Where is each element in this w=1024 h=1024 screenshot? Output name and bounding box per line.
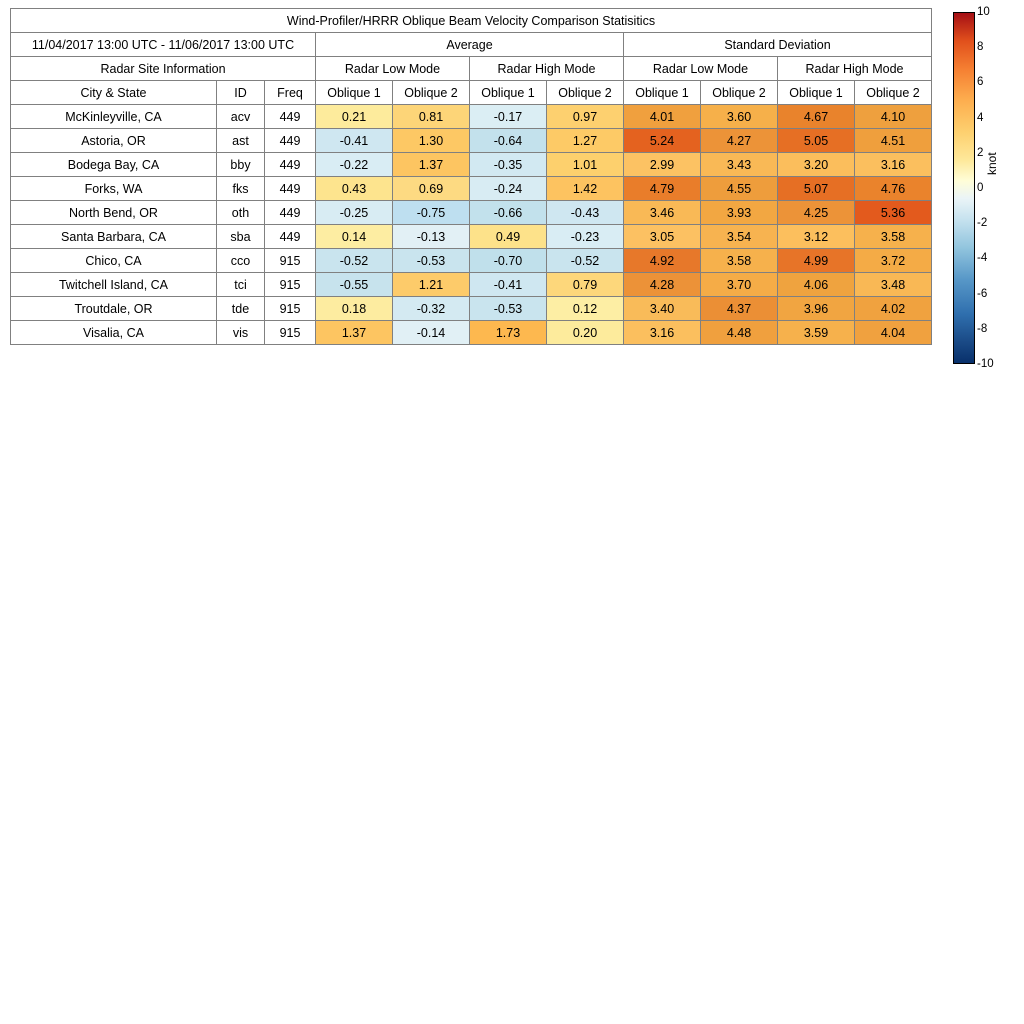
cell-sd-low-o2: 4.27 xyxy=(701,129,778,153)
cell-sd-high-o1: 5.05 xyxy=(778,129,855,153)
colorbar-tick-label: 0 xyxy=(977,182,984,194)
cell-avg-low-o1: -0.22 xyxy=(316,153,393,177)
cell-avg-low-o1: 1.37 xyxy=(316,321,393,345)
cell-sd-high-o2: 5.36 xyxy=(855,201,932,225)
table-row xyxy=(11,225,932,249)
cell-sd-high-o2: 4.02 xyxy=(855,297,932,321)
column-header-sd-high-o1: Oblique 1 xyxy=(778,81,855,105)
cell-city: Visalia, CA xyxy=(11,321,217,345)
colorbar-tick-label: -6 xyxy=(977,287,988,300)
cell-freq: 915 xyxy=(265,321,316,345)
table-row xyxy=(11,201,932,225)
table-row xyxy=(11,105,932,129)
column-header-sd-high-o2: Oblique 2 xyxy=(855,81,932,105)
cell-city: Bodega Bay, CA xyxy=(11,153,217,177)
cell-avg-low-o1: 0.18 xyxy=(316,297,393,321)
cell-sd-low-o1: 2.99 xyxy=(624,153,701,177)
cell-id: vis xyxy=(217,321,265,345)
cell-sd-high-o1: 5.07 xyxy=(778,177,855,201)
cell-avg-low-o2: -0.32 xyxy=(393,297,470,321)
table-row xyxy=(11,129,932,153)
cell-avg-low-o1: 0.14 xyxy=(316,225,393,249)
cell-sd-low-o1: 5.24 xyxy=(624,129,701,153)
cell-city: Santa Barbara, CA xyxy=(11,225,217,249)
cell-avg-low-o1: -0.41 xyxy=(316,129,393,153)
cell-avg-high-o2: 0.12 xyxy=(547,297,624,321)
mode-header-stddev-low: Radar Low Mode xyxy=(624,57,778,81)
cell-freq: 449 xyxy=(265,177,316,201)
cell-avg-high-o1: -0.17 xyxy=(470,105,547,129)
cell-sd-high-o1: 4.99 xyxy=(778,249,855,273)
cell-avg-high-o1: 0.49 xyxy=(470,225,547,249)
cell-sd-high-o2: 3.48 xyxy=(855,273,932,297)
cell-sd-high-o2: 4.10 xyxy=(855,105,932,129)
cell-avg-high-o2: -0.23 xyxy=(547,225,624,249)
cell-avg-low-o2: 1.30 xyxy=(393,129,470,153)
cell-avg-high-o2: -0.52 xyxy=(547,249,624,273)
table-row xyxy=(11,273,932,297)
cell-avg-high-o2: 0.97 xyxy=(547,105,624,129)
table-row xyxy=(11,153,932,177)
cell-sd-low-o2: 3.60 xyxy=(701,105,778,129)
colorbar-unit-label: knot xyxy=(985,152,999,175)
cell-avg-low-o1: 0.21 xyxy=(316,105,393,129)
cell-sd-low-o2: 3.93 xyxy=(701,201,778,225)
cell-avg-high-o2: 0.79 xyxy=(547,273,624,297)
table-mode-row xyxy=(11,57,932,81)
column-header-sd-low-o1: Oblique 1 xyxy=(624,81,701,105)
cell-sd-high-o1: 3.20 xyxy=(778,153,855,177)
cell-sd-low-o1: 3.46 xyxy=(624,201,701,225)
cell-sd-low-o2: 3.54 xyxy=(701,225,778,249)
cell-sd-low-o1: 4.92 xyxy=(624,249,701,273)
cell-freq: 915 xyxy=(265,297,316,321)
statistics-table-container xyxy=(10,8,932,345)
cell-freq: 449 xyxy=(265,153,316,177)
column-header-avg-high-o1: Oblique 1 xyxy=(470,81,547,105)
cell-sd-low-o1: 3.40 xyxy=(624,297,701,321)
cell-avg-high-o1: -0.70 xyxy=(470,249,547,273)
cell-freq: 449 xyxy=(265,105,316,129)
cell-freq: 449 xyxy=(265,129,316,153)
cell-avg-low-o2: -0.75 xyxy=(393,201,470,225)
cell-sd-high-o2: 4.04 xyxy=(855,321,932,345)
mode-header-average-high: Radar High Mode xyxy=(470,57,624,81)
cell-sd-low-o2: 3.43 xyxy=(701,153,778,177)
table-row xyxy=(11,321,932,345)
cell-avg-high-o1: -0.41 xyxy=(470,273,547,297)
colorbar-tick-label: 8 xyxy=(977,41,984,54)
cell-city: Troutdale, OR xyxy=(11,297,217,321)
cell-sd-high-o1: 4.67 xyxy=(778,105,855,129)
cell-sd-high-o2: 3.16 xyxy=(855,153,932,177)
cell-avg-low-o1: 0.43 xyxy=(316,177,393,201)
cell-sd-low-o1: 4.01 xyxy=(624,105,701,129)
cell-sd-high-o1: 4.06 xyxy=(778,273,855,297)
group-header-average: Average xyxy=(316,33,624,57)
cell-id: bby xyxy=(217,153,265,177)
cell-sd-low-o1: 4.28 xyxy=(624,273,701,297)
cell-sd-low-o2: 3.58 xyxy=(701,249,778,273)
cell-avg-low-o2: 0.81 xyxy=(393,105,470,129)
cell-avg-high-o1: -0.35 xyxy=(470,153,547,177)
colorbar xyxy=(953,12,975,364)
cell-sd-low-o2: 4.55 xyxy=(701,177,778,201)
cell-avg-low-o2: 1.37 xyxy=(393,153,470,177)
cell-id: ast xyxy=(217,129,265,153)
cell-avg-high-o1: 1.73 xyxy=(470,321,547,345)
table-row xyxy=(11,249,932,273)
statistics-table xyxy=(10,8,932,345)
cell-id: fks xyxy=(217,177,265,201)
cell-avg-high-o2: 1.27 xyxy=(547,129,624,153)
cell-sd-high-o2: 3.58 xyxy=(855,225,932,249)
cell-sd-high-o1: 3.12 xyxy=(778,225,855,249)
colorbar-tick-label: -10 xyxy=(977,358,994,370)
colorbar-tick-label: 10 xyxy=(977,6,990,18)
cell-freq: 915 xyxy=(265,273,316,297)
cell-city: North Bend, OR xyxy=(11,201,217,225)
cell-avg-high-o1: -0.66 xyxy=(470,201,547,225)
page-title: Wind-Profiler/HRRR Oblique Beam Velocity Comparison Statisitics xyxy=(11,9,932,33)
time-period-label: 11/04/2017 13:00 UTC - 11/06/2017 13:00 UTC xyxy=(11,33,316,57)
colorbar-tick-label: -8 xyxy=(977,322,988,335)
column-header-avg-high-o2: Oblique 2 xyxy=(547,81,624,105)
cell-avg-low-o2: 1.21 xyxy=(393,273,470,297)
cell-avg-high-o1: -0.64 xyxy=(470,129,547,153)
colorbar-tick-label: -4 xyxy=(977,252,988,265)
mode-header-average-low: Radar Low Mode xyxy=(316,57,470,81)
column-header-sd-low-o2: Oblique 2 xyxy=(701,81,778,105)
cell-city: McKinleyville, CA xyxy=(11,105,217,129)
cell-sd-high-o2: 3.72 xyxy=(855,249,932,273)
cell-id: tde xyxy=(217,297,265,321)
cell-avg-low-o1: -0.52 xyxy=(316,249,393,273)
table-column-header-row xyxy=(11,81,932,105)
cell-sd-high-o1: 4.25 xyxy=(778,201,855,225)
cell-avg-low-o2: -0.14 xyxy=(393,321,470,345)
column-header-freq: Freq xyxy=(265,81,316,105)
cell-avg-high-o1: -0.53 xyxy=(470,297,547,321)
cell-sd-low-o1: 3.16 xyxy=(624,321,701,345)
cell-freq: 449 xyxy=(265,225,316,249)
cell-freq: 449 xyxy=(265,201,316,225)
colorbar-tick-label: 4 xyxy=(977,111,984,124)
cell-id: cco xyxy=(217,249,265,273)
colorbar-tick-label: -2 xyxy=(977,217,988,230)
column-header-avg-low-o2: Oblique 2 xyxy=(393,81,470,105)
cell-city: Twitchell Island, CA xyxy=(11,273,217,297)
mode-header-stddev-high: Radar High Mode xyxy=(778,57,932,81)
cell-avg-high-o1: -0.24 xyxy=(470,177,547,201)
table-row xyxy=(11,177,932,201)
cell-avg-high-o2: 0.20 xyxy=(547,321,624,345)
group-header-standard-deviation: Standard Deviation xyxy=(624,33,932,57)
cell-city: Chico, CA xyxy=(11,249,217,273)
cell-avg-low-o1: -0.55 xyxy=(316,273,393,297)
cell-id: tci xyxy=(217,273,265,297)
cell-freq: 915 xyxy=(265,249,316,273)
cell-avg-high-o2: -0.43 xyxy=(547,201,624,225)
cell-avg-low-o2: 0.69 xyxy=(393,177,470,201)
cell-sd-high-o1: 3.96 xyxy=(778,297,855,321)
column-header-avg-low-o1: Oblique 1 xyxy=(316,81,393,105)
cell-sd-low-o2: 4.37 xyxy=(701,297,778,321)
cell-avg-low-o2: -0.53 xyxy=(393,249,470,273)
cell-id: sba xyxy=(217,225,265,249)
cell-avg-low-o1: -0.25 xyxy=(316,201,393,225)
cell-city: Forks, WA xyxy=(11,177,217,201)
colorbar-tick-label: 6 xyxy=(977,76,984,89)
colorbar-ticks xyxy=(977,0,1017,380)
table-title-row xyxy=(11,9,932,33)
cell-sd-high-o1: 3.59 xyxy=(778,321,855,345)
cell-id: acv xyxy=(217,105,265,129)
cell-sd-low-o1: 3.05 xyxy=(624,225,701,249)
cell-city: Astoria, OR xyxy=(11,129,217,153)
cell-sd-high-o2: 4.51 xyxy=(855,129,932,153)
cell-sd-low-o2: 3.70 xyxy=(701,273,778,297)
cell-sd-low-o2: 4.48 xyxy=(701,321,778,345)
cell-id: oth xyxy=(217,201,265,225)
group-header-site-information: Radar Site Information xyxy=(11,57,316,81)
statistics-table-body xyxy=(11,105,932,345)
cell-sd-high-o2: 4.76 xyxy=(855,177,932,201)
table-row xyxy=(11,297,932,321)
table-group-row xyxy=(11,33,932,57)
cell-sd-low-o1: 4.79 xyxy=(624,177,701,201)
cell-avg-low-o2: -0.13 xyxy=(393,225,470,249)
cell-avg-high-o2: 1.01 xyxy=(547,153,624,177)
column-header-id: ID xyxy=(217,81,265,105)
column-header-city: City & State xyxy=(11,81,217,105)
cell-avg-high-o2: 1.42 xyxy=(547,177,624,201)
colorbar-tick-label: 2 xyxy=(977,146,984,159)
